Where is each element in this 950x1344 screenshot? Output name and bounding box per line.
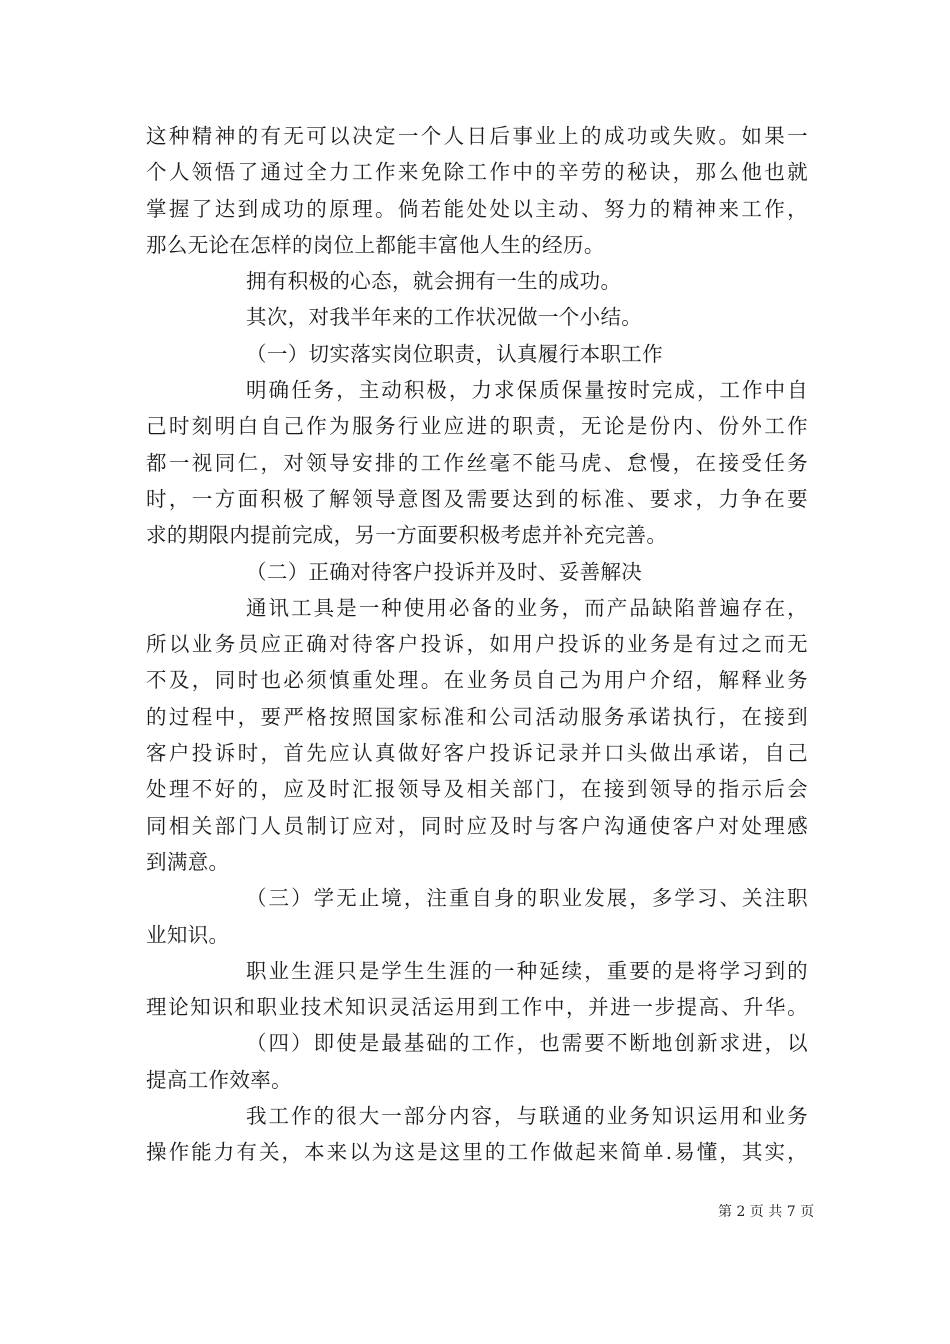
text-line: 理论知识和职业技术知识灵活运用到工作中，并进一步提高、升华。 bbox=[146, 995, 808, 1020]
text-line: 的过程中，要严格按照国家标准和公司活动服务承诺执行，在接到 bbox=[146, 704, 808, 729]
text-line: 操作能力有关，本来以为这是这里的工作做起来简单.易懂，其实， bbox=[146, 1140, 808, 1165]
section-heading-4: （四）即使是最基础的工作，也需要不断地创新求进，以 bbox=[246, 1031, 808, 1056]
section-heading-2: （二）正确对待客户投诉并及时、妥善解决 bbox=[246, 559, 643, 584]
page-number: 第 2 页 共 7 页 bbox=[718, 1204, 815, 1220]
text-line: 那么无论在怎样的岗位上都能丰富他人生的经历。 bbox=[146, 232, 605, 257]
text-line: 客户投诉时，首先应认真做好客户投诉记录并口头做出承诺，自己 bbox=[146, 741, 808, 766]
text-line: 我工作的很大一部分内容，与联通的业务知识运用和业务 bbox=[246, 1104, 808, 1129]
section-heading-1: （一）切实落实岗位职责，认真履行本职工作 bbox=[246, 341, 663, 366]
text-line: 己时刻明白自己作为服务行业应进的职责，无论是份内、份外工作 bbox=[146, 414, 808, 439]
text-line: 同相关部门人员制订应对，同时应及时与客户沟通使客户对处理感 bbox=[146, 813, 808, 838]
text-line: 这种精神的有无可以决定一个人日后事业上的成功或失败。如果一 bbox=[146, 124, 808, 148]
text-line: 都一视同仁，对领导安排的工作丝毫不能马虎、怠慢，在接受任务 bbox=[146, 450, 808, 475]
text-line: 提高工作效率。 bbox=[146, 1067, 292, 1092]
text-line: 掌握了达到成功的原理。倘若能处处以主动、努力的精神来工作， bbox=[146, 196, 808, 221]
text-line: 到满意。 bbox=[146, 849, 230, 874]
text-line: 其次，对我半年来的工作状况做一个小结。 bbox=[246, 305, 643, 330]
text-line: 不及，同时也必须慎重处理。在业务员自己为用户介绍，解释业务 bbox=[146, 668, 808, 693]
body-text bbox=[146, 118, 808, 1171]
text-line: 业知识。 bbox=[146, 922, 230, 947]
text-line: 拥有积极的心态，就会拥有一生的成功。 bbox=[246, 269, 622, 294]
text-line: 职业生涯只是学生生涯的一种延续，重要的是将学习到的 bbox=[246, 958, 808, 983]
text-line: 求的期限内提前完成，另一方面要积极考虑并补充完善。 bbox=[146, 523, 668, 548]
text-line: 时，一方面积极了解领导意图及需要达到的标准、要求，力争在要 bbox=[146, 486, 808, 511]
section-heading-3: （三）学无止境，注重自身的职业发展，多学习、关注职 bbox=[246, 886, 808, 911]
text-line: 个人领悟了通过全力工作来免除工作中的辛劳的秘诀，那么他也就 bbox=[146, 160, 808, 185]
text-line: 通讯工具是一种使用必备的业务，而产品缺陷普遍存在， bbox=[246, 595, 808, 620]
text-line: 处理不好的，应及时汇报领导及相关部门，在接到领导的指示后会 bbox=[146, 777, 808, 802]
text-line: 所以业务员应正确对待客户投诉，如用户投诉的业务是有过之而无 bbox=[146, 632, 808, 657]
text-line: 明确任务，主动积极，力求保质保量按时完成，工作中自 bbox=[246, 378, 808, 403]
